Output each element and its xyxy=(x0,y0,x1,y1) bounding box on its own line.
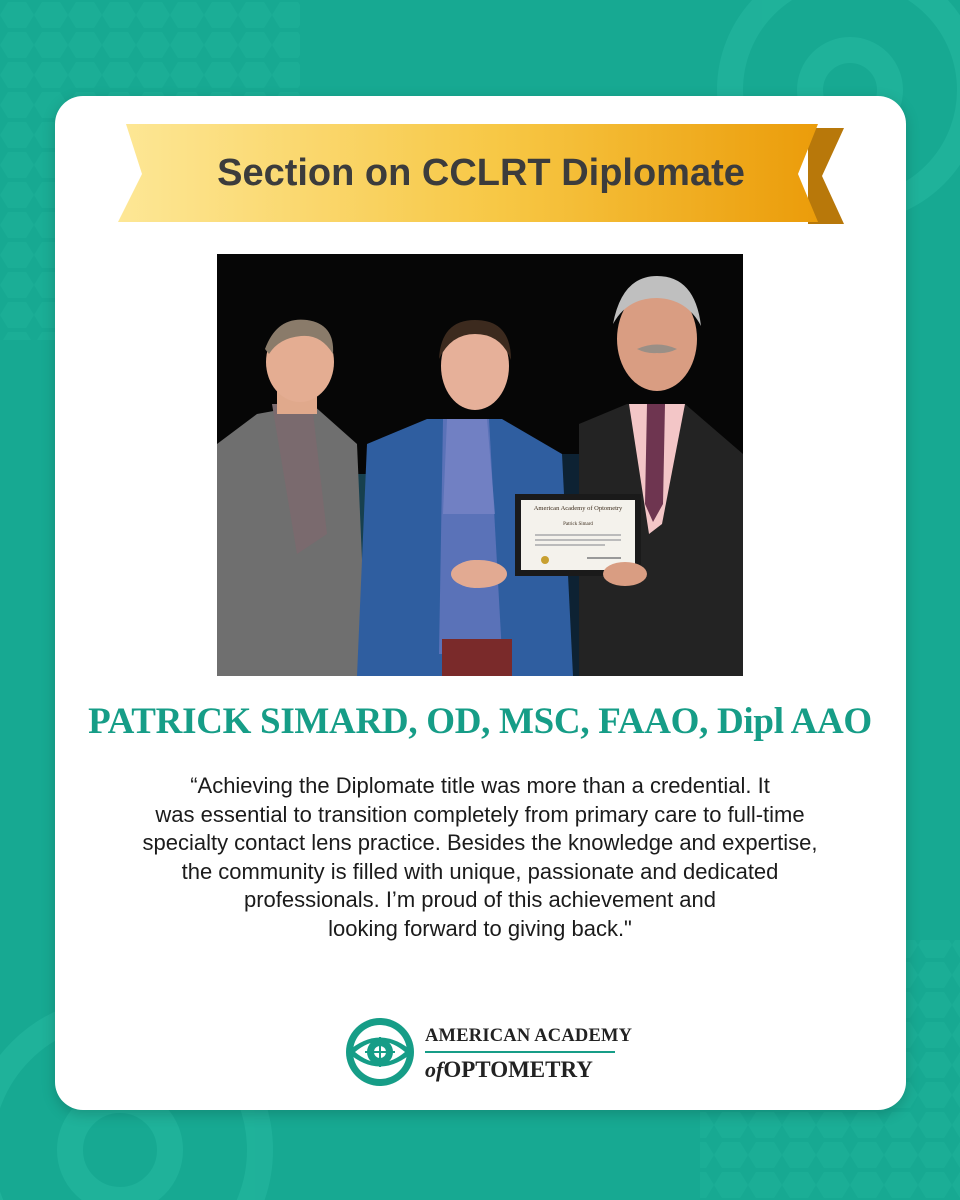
quote-line: the community is filled with unique, passionate and dedicated xyxy=(181,858,779,884)
logo-of: of xyxy=(425,1057,444,1082)
certificate-name: Patrick Simard xyxy=(563,522,593,527)
quote-line: was essential to transition completely from primary care to full-time xyxy=(155,801,805,827)
banner-title: Section on CCLRT Diplomate xyxy=(217,151,745,194)
section-banner xyxy=(118,124,844,228)
quote-line: looking forward to giving back." xyxy=(328,915,632,941)
testimonial-quote xyxy=(70,772,890,943)
logo-optometry: OPTOMETRY xyxy=(443,1057,593,1082)
award-photo xyxy=(217,254,743,676)
certificate-heading: American Academy of Optometry xyxy=(533,505,623,512)
logo-line-1: AMERICAN ACADEMY xyxy=(425,1026,633,1046)
quote-line: “Achieving the Diplomate title was more than a credential. It xyxy=(190,773,770,798)
quote-line: professionals. I’m proud of this achievement and xyxy=(243,887,717,912)
academy-logo-text xyxy=(425,1026,633,1083)
honoree-name: PATRICK SIMARD, OD, MSC, FAAO, Dipl AAO xyxy=(88,701,872,742)
logo-line-2 xyxy=(425,1057,625,1083)
eye-icon xyxy=(343,1015,417,1089)
quote-line: specialty contact lens practice. Besides the knowledge and expertise, xyxy=(142,830,818,855)
logo-divider xyxy=(425,1051,615,1053)
